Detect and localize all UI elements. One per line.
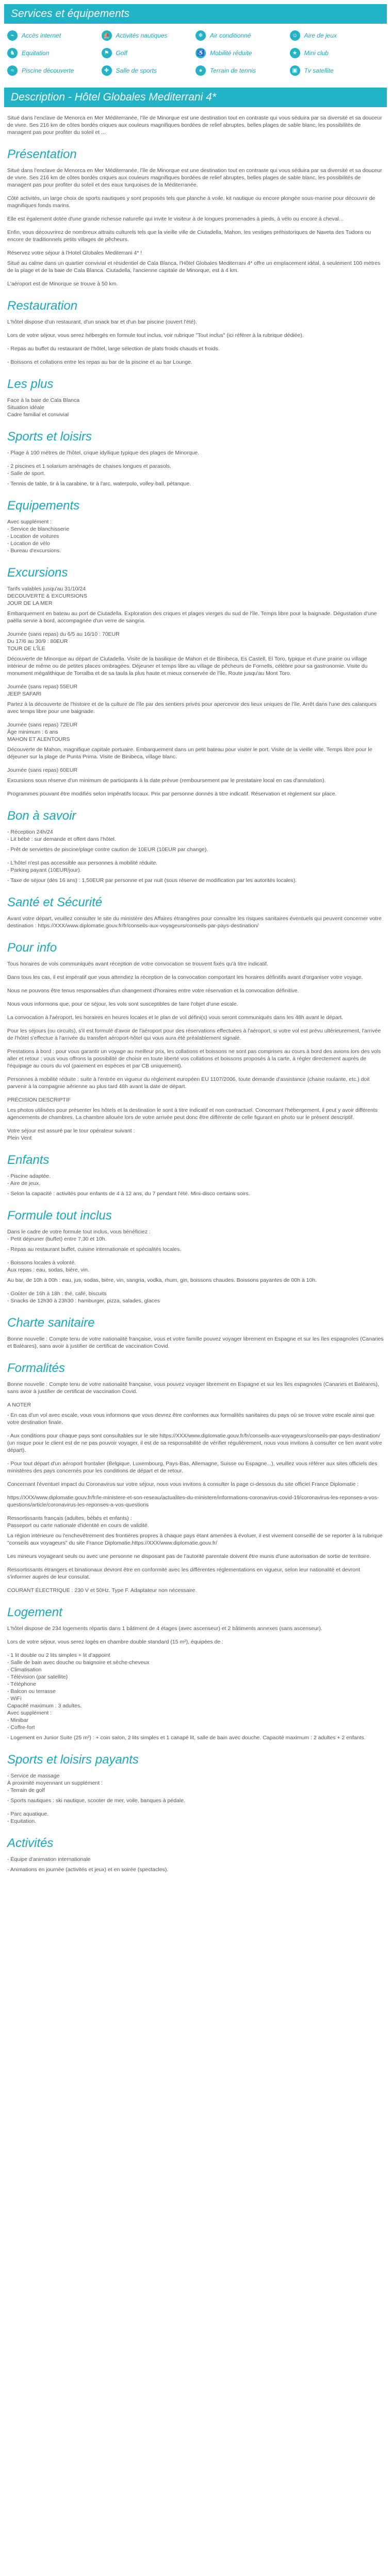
section-text: Bonne nouvelle : Compte tenu de votre nationalité française, vous et votre famille pouvez voyager librement en Espagne et sur les îles espagnoles (Canaries et Baléares), sans avoir à justifier de certificat de vaccination Covid. (7, 1336, 384, 1349)
section-text: - L'hôtel n'est pas accessible aux personnes à mobilité réduite. (7, 860, 158, 866)
section-title: Equipements (7, 499, 80, 513)
section-text: - Tennis de table, tir à la carabine, tir à l'arc, waterpolo, volley-ball, pétanque. (7, 481, 191, 487)
section-text: - Piscine adaptée. (7, 1173, 51, 1179)
section-text: Situé dans l'enclave de Menorca en Mer Méditerranée, l'île de Minorque est une destination tout en contraste qui vous séduira par sa diversité et sa douceur de vivre. Ses 216 km de côtes bordés criques aux couleurs magnifiques bordées de relief abruptes, belles plages de sable blanc, les possibilités de managent pas pour profiter du soleil et des eaux turquoises de la Méditerranée. (7, 167, 382, 188)
section-text: Les mineurs voyageant seuls ou avec une personne ne disposant pas de l'autorité parentale doivent être munis d'une autorisation de sortie de territoire. (7, 1553, 371, 1560)
section-text: Dans tous les cas, il est impératif que vous attendiez la réception de la convocation comportant les horaires définitifs avant d'organiser votre voyage. (7, 974, 363, 980)
description-intro: Situé dans l'enclave de Menorca en Mer Méditerranée, l'île de Minorque est une destination tout en contraste qui vous séduira par sa diversité et sa douceur de vivre. Ses 216 km de côtes bordés criques aux couleurs magnifiques bordées de relief abruptes, belles plages de sable blanc, les possibilités de managent pas pour profiter du soleil et ... (7, 115, 382, 135)
section-text: Concernant l'éventuel impact du Coronavirus sur votre séjour, nous vous invitons à consulter la page ci-dessous du site officiel France Diplomatie : (7, 1481, 359, 1487)
amenity-label: Golf (116, 49, 127, 57)
section-text: Tarifs valables jusqu'au 31/10/24 (7, 586, 86, 592)
section-text: Lors de votre séjour, vous serez logés en chambre double standard (15 m²), équipées de : (7, 1639, 224, 1645)
amenity-item (196, 46, 290, 60)
pool-icon: ≈ (7, 65, 18, 76)
amenity-item (196, 64, 290, 77)
amenity-item (7, 64, 102, 77)
amenity-label: Piscine découverte (22, 67, 74, 74)
section-text: Face à la baie de Cala Blanca (7, 397, 80, 403)
section-text: - Balcon ou terrasse (7, 1688, 56, 1694)
section-title: Santé et Sécurité (7, 895, 103, 909)
section-text: DECOUVERTE & EXCURSIONS (7, 593, 88, 599)
amenity-item (102, 29, 196, 42)
section-text: - Aux conditions pour chaque pays sont consultables sur le site https://XXX/www.diplomatie.gouv.fr/fr/conseils-aux-voyageurs/conseils-par-pays-destination/ (un risque pour le client est de ne pas pouvoir voyager, il est de sa responsabilité de vérifier régulièrement, nous vous invitons à consulter ce lien avant votre départ). (7, 1433, 382, 1453)
section-text: - Snacks de 12h30 à 23h30 : hamburger, pizza, salades, glaces (7, 1298, 160, 1304)
section-text: Programmes pouvant être modifiés selon impératifs locaux. Prix par personne donnés à titre indicatif. Réservation et règlement sur place. (7, 791, 337, 797)
section-text: Excursions sous réserve d'un minimum de participants à la date prévue (remboursement par le prestataire local en cas d'annulation). (7, 777, 326, 784)
amenity-item (102, 46, 196, 60)
section-text: - Selon la capacité : activités pour enfants de 4 à 12 ans, du 7 pendant l'été. Mini-disco certains soirs. (7, 1191, 250, 1197)
section-text: - Boissons et collations entre les repas au bar de la piscine et au bar Lounge. (7, 359, 192, 365)
section-text: - Réception 24h/24 (7, 829, 53, 835)
section-text: COURANT ÉLECTRIQUE : 230 V et 50Hz. Type F. Adaptateur non nécessaire. (7, 1587, 197, 1594)
section-text: TOUR DE L'ÎLE (7, 646, 45, 652)
amenities-grid (7, 29, 384, 77)
section-text: Nous ne pouvons être tenus responsables d'un changement d'horaires entre votre réservation et la convocation définitive. (7, 988, 299, 994)
section-text: Avant votre départ, veuillez consulter le site du ministère des Affaires étrangères pour connaître les risques sanitaires éventuels qui peuvent concerner votre destination : https://XXX/www.diplomatie.gouv.fr/fr/conseils-aux-voyageurs/conseils-par-pays-destination/ (7, 916, 382, 929)
section-text: Aux repas : eau, sodas, bière, vin. (7, 1267, 89, 1273)
amenity-label: Terrain de tennis (210, 67, 256, 74)
wifi-icon: ⌁ (7, 30, 18, 41)
section-text: - 2 piscines et 1 solarium aménagés de chaises longues et parasols. (7, 463, 172, 469)
section-text: À proximité moyennant un supplément : (7, 1780, 103, 1786)
section-text: Ressortissants français (adultes, bébés et enfants) : (7, 1515, 132, 1521)
section-text: - Service de blanchisserie (7, 526, 70, 532)
section-text: - Parking payant (10EUR/jour). (7, 867, 82, 873)
amenity-item (290, 46, 384, 60)
section-text: Capacité maximum : 3 adultes. (7, 1703, 82, 1709)
section-text: - Bureau d'excursions. (7, 548, 61, 554)
section-text: Journée (sans repas) du 6/5 au 16/10 : 70EUR (7, 631, 120, 637)
section-text: L'hôtel dispose de 234 logements répartis dans 1 bâtiment de 4 étages (avec ascenseur) et 2 bâtiments annexes (sans ascenseur). (7, 1625, 322, 1632)
tennis-icon: ● (196, 65, 206, 76)
amenity-label: Salle de sports (116, 67, 157, 74)
section-text: Journée (sans repas) 72EUR (7, 722, 77, 728)
amenity-label: Tv satellite (304, 67, 334, 74)
section-text: - Equitation. (7, 1818, 37, 1824)
section-text: - Sports nautiques : ski nautique, scooter de mer, voile, banques à pédale. (7, 1798, 185, 1804)
section-text: Découverte de Mahon, magnifique capitale portuaire. Embarquement dans un petit bateau pour visiter le port. Visite de la vieille ville. Temps libre pour le déjeuner sur la plage de Punta Prima. Visite de Binibeca, village blanc. (7, 747, 372, 760)
section-text: - Taxe de séjour (dès 16 ans) : 1,50EUR par personne et par nuit (sous réserve de modification par les autorités locales). (7, 877, 297, 884)
amenity-item (7, 29, 102, 42)
section-text: La convocation à l'aéroport, les horaires en heures locales et le plan de vol défini(s) vous seront communiqués dans les 48h avant le départ. (7, 1014, 344, 1021)
section-text: Partez à la découverte de l'histoire et de la culture de l'île par des sentiers privés pour apercevoir des lieux uniques de l'île. Arrêt dans l'une des calanques avec temps libre pour une baignade. (7, 701, 377, 715)
section-text: Personnes à mobilité réduite : suite à l'entrée en vigueur du règlement européen EU 1107/2006, toute demande d'assistance (chaise roulante, etc.) doit parvenir à la compagnie aérienne au plus tard 48h avant la date de départ. (7, 1076, 370, 1090)
amenities-title: Services et équipements (4, 4, 387, 24)
section-text: Lors de votre séjour, vous serez hébergés en formule tout inclus, voir rubrique "Tout inclus" (ici référer à la rubrique dédiée). (7, 332, 304, 338)
mini-club-icon: ★ (290, 48, 300, 58)
section-text: Réservez votre séjour à l'Hotel Globales Mediterrani 4* ! (7, 250, 142, 256)
amenity-item (290, 29, 384, 42)
section-text: Découverte de Minorque au départ de Ciutadella. Visite de la basilique de Mahon et de Binibeca, Es Castell, El Toro, typique et d'une prairie ou village intérieur de même ou de petites places ombragées. Déjeuner et temps libre au village de pêcheurs de Fornells, célèbre pour sa gastronomie. Visite du monument mégalithique de Torralba et de sa taula la plus haute et mieux conservée de l'île. Route jusqu'au Mont Toro. (7, 656, 368, 676)
section-text: Âge minimum : 6 ans (7, 729, 58, 735)
section-text: Tous horaires de vols communiqués avant réception de votre convocation se trouvent fixés qu'à titre indicatif. (7, 961, 268, 967)
amenity-item (290, 64, 384, 77)
section-text: - 1 lit double ou 2 lits simples + lit d'appoint (7, 1652, 110, 1658)
section-text: - Service de massage (7, 1773, 60, 1779)
section-text: - Télévision (par satellite) (7, 1674, 68, 1680)
section-title: Activités (7, 1836, 54, 1850)
section-text: Cadre familial et convivial (7, 412, 69, 418)
section-title: Pour info (7, 941, 57, 955)
section-text: Votre séjour est assuré par le tour opérateur suivant : (7, 1128, 135, 1134)
amenity-item (102, 64, 196, 77)
section-text: - WiFi (7, 1696, 22, 1702)
section-text: Passeport ou carte nationale d'identité en cours de validité. (7, 1522, 149, 1529)
section-text: Du 17/6 au 30/9 : 80EUR (7, 638, 68, 645)
section-text: - Goûter de 16h à 18h : thé, café, biscuits (7, 1291, 107, 1297)
section-title: Restauration (7, 299, 78, 313)
section-text: - Climatisation (7, 1667, 42, 1673)
satellite-icon: ▣ (290, 65, 300, 76)
section-title: Charte sanitaire (7, 1316, 95, 1330)
section-text: A NOTER (7, 1402, 31, 1408)
section-title: Présentation (7, 147, 77, 161)
section-text: Prestations à bord : pour vous garantir un voyage au meilleur prix, les collations et boissons ne sont pas comprises au cours à bord des avions lors des vols aller et retour ; vous vous offrons la possibilité de choisir en toute liberté vos collations et boissons proposés à la carte, à régler directement auprès de l'équipage au cours du vol (paiement en espèces et par CB uniquement). (7, 1048, 381, 1069)
section-text: - Minibar (7, 1717, 28, 1723)
section-text: Situation idéale (7, 404, 44, 411)
section-text: Ressortissants étrangers et binationaux devront être en conformité avec les différentes réglementations en vigueur, selon leur nationalité et devront s'informer auprès de leur consulat. (7, 1567, 360, 1580)
section-text: - Pour tout départ d'un aéroport frontalier (Belgique, Luxembourg, Pays-Bas, Allemagne, Suisse ou Espagne...), veuillez vous référer aux sites officiels des ministères des pays concernés pour les conditions de départ et de retour. (7, 1461, 378, 1474)
section-text: - Location de vélo (7, 540, 50, 547)
amenity-label: Accès internet (22, 32, 61, 39)
section-text: MAHON ET ALENTOURS (7, 736, 70, 742)
section-text: PRÉCISION DESCRIPTIF (7, 1097, 71, 1103)
section-text: Bonne nouvelle : Compte tenu de votre nationalité française, vous pouvez voyager librement en Espagne et sur les îles espagnoles (Canaries et Baléares), sans avoir à justifier de certificat de vaccination Covid. (7, 1381, 379, 1395)
amenity-label: Mini club (304, 49, 329, 57)
section-text: - Repas au buffet du restaurant de l'hôtel, large sélection de plats froids chauds et froids. (7, 346, 220, 352)
section-text: - Prêt de serviettes de piscine/plage contre caution de 10EUR (10EUR par change). (7, 846, 208, 853)
section-text: - Équipe d'animation internationale (7, 1856, 91, 1862)
section-text: Dans le cadre de votre formule tout inclus, vous bénéficiez : (7, 1229, 151, 1235)
section-title: Sports et loisirs payants (7, 1753, 139, 1767)
amenity-label: Mobilité réduite (210, 49, 252, 57)
section-text: Embarquement en bateau au port de Ciutadella. Exploration des criques et plages vierges du sud de l'île. Temps libre pour la baignade. Dégustation d'une paëlla servie à bord, accompagnée d'un verre de sangria. (7, 611, 377, 624)
section-text: - Lit bébé : sur demande et offert dans l'hôtel. (7, 836, 116, 842)
sail-icon: ⛵ (102, 30, 112, 41)
section-title: Formule tout inclus (7, 1209, 112, 1223)
section-text: Avec supplément : (7, 1710, 52, 1716)
section-text: - Plage à 100 mètres de l'hôtel, crique idyllique typique des plages de Minorque. (7, 450, 200, 456)
section-text: - Salle de sport. (7, 470, 45, 477)
section-text: Elle est également dotée d'une grande richesse naturelle qui invite le visiteur à de longues promenades à pieds, à vélo ou encore à cheval... (7, 216, 344, 222)
description-title: Description - Hôtel Globales Mediterrani 4* (4, 88, 387, 107)
section-text: Journée (sans repas) 60EUR (7, 767, 77, 773)
section-text: - Logement en Junior Suite (25 m²) : + coin salon, 2 lits simples et 1 canapé lit, salle de bain avec douche. Capacité maximum : 2 adultes + 2 enfants. (7, 1735, 366, 1741)
section-text: - Coffre-fort (7, 1724, 35, 1731)
section-text: - Petit déjeuner (buffet) entre 7,30 et 10h. (7, 1236, 107, 1242)
section-text: Au bar, de 10h à 00h : eau, jus, sodas, bière, vin, sangria, vodka, rhum, gin, boissons chaudes. Boissons payantes de 00h à 10h. (7, 1277, 317, 1283)
section-text: Les photos utilisées pour présenter les hôtels et la destination le sont à titre indicatif et non contractuel. Concernant l'hébergement, il peut y avoir différents agencements de chambres. La chambre allouée lors de votre arrivée peut donc être différente de celle figurant en photo sur le présent descriptif. (7, 1107, 378, 1121)
amenity-label: Equitation (22, 49, 50, 57)
section-text: Pour les séjours (ou circuits), s'il est formulé d'avoir de l'aéroport pour des réservations effectuées à l'aéroport, si votre vol est prévu ultérieurement, l'arrivée de l'hôtel s'effectue à l'arrivée du transfert aéroport-hôtel qui vous aura été préalablement signalé. (7, 1028, 381, 1041)
amenity-label: Aire de jeux (304, 32, 337, 39)
section-text: Plein Vent (7, 1135, 32, 1141)
amenity-label: Air conditionné (210, 32, 251, 39)
horse-icon: ♞ (7, 48, 18, 58)
section-text: - Salle de bain avec douche ou baignoire et sèche-cheveux (7, 1659, 150, 1666)
section-text: JEEP SAFARI (7, 691, 42, 697)
amenity-label: Activités nautiques (116, 32, 168, 39)
playground-icon: ☺ (290, 30, 300, 41)
section-title: Les plus (7, 377, 54, 391)
amenity-item (7, 46, 102, 60)
golf-icon: ⚑ (102, 48, 112, 58)
section-text: Nous vous informons que, pour ce séjour, les vols sont susceptibles de faire l'objet d'une escale. (7, 1001, 238, 1007)
section-title: Formalités (7, 1361, 66, 1375)
description-content (0, 114, 391, 1873)
section-title: Bon à savoir (7, 809, 76, 823)
section-text: - Parc aquatique. (7, 1811, 48, 1817)
dumbbell-icon: ✚ (102, 65, 112, 76)
section-text: - Boissons locales à volonté. (7, 1260, 76, 1266)
wheelchair-icon: ♿ (196, 48, 206, 58)
section-text: La région intérieure ou l'enchevêtrement des frontières propres à chaque pays étant amenées à évoluer, il est vivement conseillé de se reporter à la rubrique "conseils aux voyageurs" du site France Diplomatie.https://XXX/www.diplomatie.gouv.fr/ (7, 1533, 383, 1546)
section-text: Situé au calme dans un quartier convivial et résidentiel de Cala Blanca, l'Hôtel Globales Mediterrani 4* offre un emplacement idéal, à seulement 100 mètres de la plage et de la baie de Cala Blanca. Ciutadella, l'ancienne capitale de Minorque, est à 4 km. (7, 260, 381, 274)
section-text: - Aire de jeux. (7, 1180, 41, 1187)
snowflake-icon: ❄ (196, 30, 206, 41)
section-text: - Repas au restaurant buffet, cuisine internationale et spécialités locales. (7, 1246, 182, 1252)
section-text: - Animations en journée (activités et jeux) et en soirée (spectacles). (7, 1867, 169, 1873)
section-text: - Téléphone (7, 1681, 36, 1687)
section-text: L'aéroport est de Minorque se trouve à 50 km. (7, 281, 118, 287)
section-text: - Location de voitures (7, 533, 59, 539)
section-text: JOUR DE LA MER (7, 600, 53, 606)
section-text: Enfin, vous découvrirez de nombreux attraits culturels tels que la vieille ville de Ciutadella, Mahon, les vestiges préhistoriques de Naveta des Tudons ou encore de traditionnels petits villages de pêcheurs. (7, 229, 371, 243)
section-text: Avec supplément : (7, 519, 52, 525)
section-text: https://XXX/www.diplomatie.gouv.fr/fr/le-ministere-et-son-reseau/actualites-du-ministere/informations-coronavirus-covid-19/coronavirus-les-reponses-a-vos-questions/article/coronavirus-les-reponses-a-vos-questions (7, 1495, 379, 1508)
section-text: - Terrain de golf (7, 1787, 45, 1793)
section-text: - En cas d'un vol avec escale, vous vous informons que vous devrez être conformes aux formalités sanitaires du pays où se trouve votre escale ainsi que votre destination finale. (7, 1412, 374, 1426)
section-text: Côté activités, un large choix de sports nautiques y sont proposés tels que planche à voile, kit nautique ou encore plongée sous-marine pour découvrir de magnifiques fonds marins. (7, 195, 376, 209)
section-title: Logement (7, 1605, 62, 1619)
section-text: L'hôtel dispose d'un restaurant, d'un snack bar et d'un bar piscine (ouvert l'été). (7, 319, 197, 325)
amenity-item (196, 29, 290, 42)
section-title: Excursions (7, 566, 68, 580)
section-title: Sports et loisirs (7, 430, 92, 444)
section-title: Enfants (7, 1153, 50, 1167)
section-text: Journée (sans repas) 55EUR (7, 684, 77, 690)
